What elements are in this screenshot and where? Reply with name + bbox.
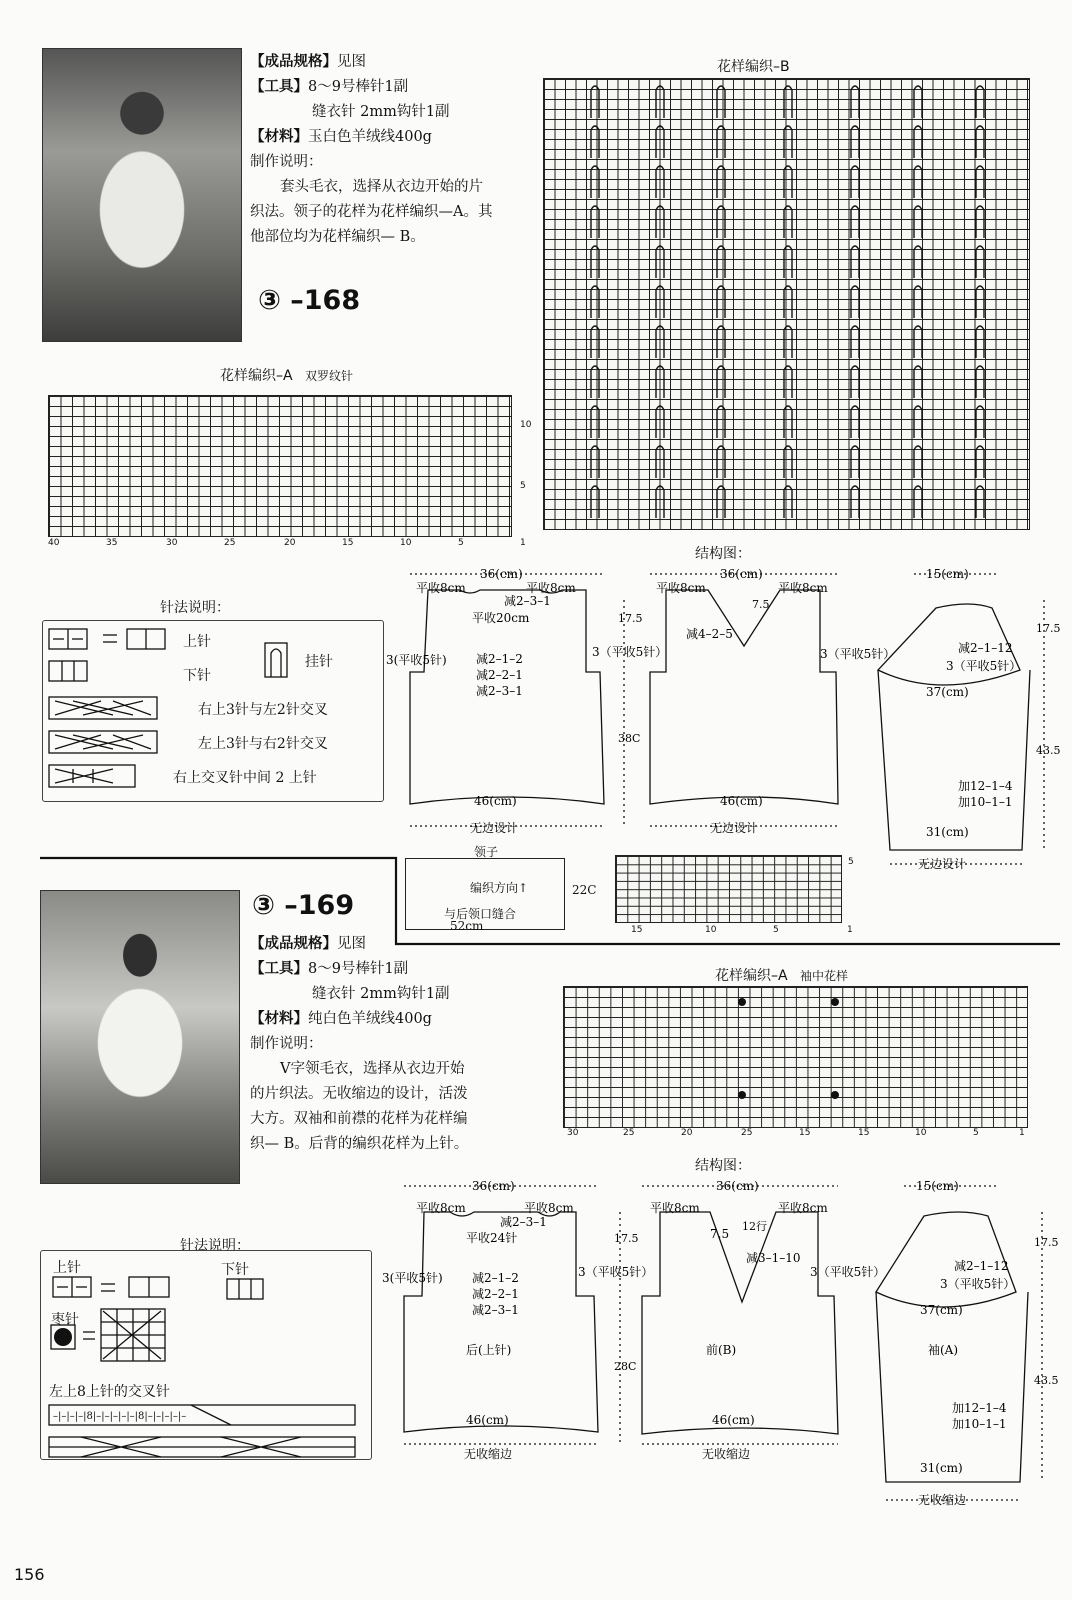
- yarnover-mark: [656, 486, 664, 518]
- back-bind-left: 平收8cm: [416, 581, 466, 595]
- page-number: 156: [14, 1565, 45, 1584]
- yarnover-mark: [784, 206, 792, 238]
- yarnover-mark: [591, 206, 599, 238]
- yarnover-mark: [656, 366, 664, 398]
- sleeve-width-mid: 37(cm): [920, 1303, 963, 1317]
- yarnover-mark: [591, 486, 599, 518]
- yarnover-mark: [851, 366, 859, 398]
- sleeve-inc-1: 加12–1–4: [952, 1401, 1007, 1415]
- pattern-id-168: ③ –168: [258, 285, 361, 316]
- yarnover-mark: [591, 86, 599, 118]
- sleeve-width-bottom: 31(cm): [920, 1461, 963, 1475]
- instructions-line: 他部位均为花样编织— B。: [250, 229, 425, 245]
- yarnover-mark: [976, 286, 984, 318]
- front-piece-outline: [650, 590, 838, 804]
- yarnover-mark: [784, 166, 792, 198]
- yarnover-mark: [851, 166, 859, 198]
- stitch-cross-l-label: 左上3针与右2针交叉: [198, 736, 328, 752]
- front-bind-right: 平收8cm: [778, 581, 828, 595]
- grid-col-label: 25: [741, 1128, 753, 1138]
- material-label: 【材料】: [250, 129, 308, 145]
- body-height: 38C: [618, 732, 641, 745]
- yarnover-mark: [591, 126, 599, 158]
- sleeve-bottom-label: 无收缩边: [918, 1493, 967, 1507]
- yarnover-mark: [851, 326, 859, 358]
- sleeve-inc-1: 加12–1–4: [958, 779, 1013, 793]
- stitch-cross-mid-label: 右上交叉针中间 2 上针: [173, 770, 317, 786]
- yarnover-mark: [976, 486, 984, 518]
- yarnover-mark: [914, 446, 922, 478]
- front-bind-left: 平收8cm: [650, 1201, 700, 1215]
- yarnover-mark: [976, 206, 984, 238]
- tools-value: 8～9号棒针1副: [308, 961, 409, 977]
- yarnover-mark: [976, 406, 984, 438]
- grid-a-col-label: 15: [342, 538, 354, 548]
- material-value: 纯白色羊绒线400g: [308, 1011, 432, 1027]
- front-v-dec: 减3–1–10: [746, 1251, 801, 1265]
- back-dec-1: 减2–1–2: [476, 652, 523, 666]
- grid-col-label: 10: [915, 1128, 927, 1138]
- yarnover-mark: [591, 246, 599, 278]
- pattern-b-cable-marks: [543, 78, 1030, 530]
- grid-c-col-label: 15: [631, 925, 643, 935]
- bobble-marks: [563, 986, 1026, 1126]
- sleeve-height-top: 17.5: [1036, 622, 1061, 635]
- front-width-bottom: 46(cm): [720, 794, 763, 808]
- yarnover-mark: [656, 166, 664, 198]
- pattern-a-note: 袖中花样: [800, 969, 849, 983]
- yarnover-mark: [784, 446, 792, 478]
- back-armhole-right: 3（平收5针）: [578, 1265, 654, 1279]
- grid-c-col-label: 1: [847, 925, 853, 935]
- back-bind-right: 平收8cm: [526, 581, 576, 595]
- yarnover-mark: [914, 486, 922, 518]
- sleeve-dec: 减2–1–12: [958, 641, 1013, 655]
- tools-label: 【工具】: [250, 961, 308, 977]
- front-width-top: 36(cm): [720, 567, 763, 581]
- yarnover-mark: [851, 486, 859, 518]
- bobble-icon: [738, 1091, 746, 1099]
- spec-block-168: [250, 50, 492, 250]
- back-bind-left: 平收8cm: [416, 1201, 466, 1215]
- back-bind-mid: 平收20cm: [472, 611, 530, 625]
- yarnover-mark: [914, 86, 922, 118]
- yarnover-mark: [851, 126, 859, 158]
- structure-title-168: 结构图：: [695, 546, 751, 562]
- spec-label: 【成品规格】: [250, 936, 337, 952]
- yarnover-mark: [784, 406, 792, 438]
- sleeve-height: 43.5: [1036, 744, 1061, 757]
- collar-join: 与后领口缝合: [444, 907, 517, 921]
- yarnover-mark: [914, 366, 922, 398]
- grid-c-col-labels: [615, 925, 855, 937]
- pattern-a-title-text: 花样编织–A: [220, 368, 293, 384]
- pattern-a-title-169: [715, 965, 848, 985]
- structure-diagram-169: [380, 1172, 1060, 1512]
- tools-value-2: 缝衣针 2mm钩针1副: [312, 104, 450, 120]
- back-armhole-left: 3(平收5针): [382, 1271, 443, 1285]
- yarnover-mark: [851, 406, 859, 438]
- spec-block-169: [250, 932, 468, 1157]
- yarnover-mark: [717, 126, 725, 158]
- yarnover-mark: [784, 246, 792, 278]
- back-dec-3: 减2–3–1: [476, 684, 523, 698]
- yarnover-mark: [717, 246, 725, 278]
- yarnover-mark: [851, 246, 859, 278]
- yarnover-mark: [717, 166, 725, 198]
- yarnover-mark: [591, 166, 599, 198]
- yarnover-mark: [717, 286, 725, 318]
- sleeve-armhole: 3（平收5针）: [946, 659, 1022, 673]
- structure-diagram-168: [380, 560, 1061, 871]
- back-armhole-left: 3(平收5针): [386, 653, 447, 667]
- grid-a-col-label: 40: [48, 538, 60, 548]
- grid-col-label: 15: [799, 1128, 811, 1138]
- grid-col-label: 1: [1019, 1128, 1025, 1138]
- stitch-legend-168: [42, 620, 384, 802]
- yarnover-mark: [914, 326, 922, 358]
- stitch-cross-r-label: 右上3针与左2针交叉: [198, 702, 328, 718]
- back-width-top: 36(cm): [472, 1179, 515, 1193]
- yarnover-mark: [656, 126, 664, 158]
- yarnover-mark: [717, 206, 725, 238]
- grid-a-col-label: 35: [106, 538, 118, 548]
- back-dec-3: 减2–3–1: [472, 1303, 519, 1317]
- stitch-legend-symbols-169: [41, 1251, 371, 1459]
- grid-col-label: 25: [623, 1128, 635, 1138]
- stitch-knit-label: 上针: [183, 634, 211, 650]
- yarnover-mark: [656, 286, 664, 318]
- collar-box-168: [405, 845, 597, 933]
- yarnover-mark: [656, 246, 664, 278]
- tools-label: 【工具】: [250, 79, 308, 95]
- yarnover-mark: [976, 326, 984, 358]
- tools-value: 8～9号棒针1副: [308, 79, 409, 95]
- grid-col-label: 20: [681, 1128, 693, 1138]
- back-dec-top: 减2–3–1: [504, 594, 551, 608]
- instructions-line: 套头毛衣，选择从衣边开始的片: [280, 179, 483, 195]
- sleeve-width-bottom: 31(cm): [926, 825, 969, 839]
- material-value: 玉白色羊绒线400g: [308, 129, 432, 145]
- spec-value: 见图: [337, 54, 366, 70]
- body-height: 28C: [614, 1360, 637, 1373]
- yarnover-mark: [717, 86, 725, 118]
- yarnover-mark: [914, 246, 922, 278]
- grid-a-col-label: 10: [400, 538, 412, 548]
- bobble-icon: [831, 998, 839, 1006]
- sleeve-height-top: 17.5: [1034, 1236, 1059, 1249]
- yarnover-mark: [784, 326, 792, 358]
- model-photo-169: [40, 890, 240, 1184]
- pattern-b-title: 花样编织–B: [717, 59, 790, 75]
- back-dec-1: 减2–1–2: [472, 1271, 519, 1285]
- sleeve-inc-2: 加10–1–1: [952, 1417, 1007, 1431]
- yarnover-mark: [717, 486, 725, 518]
- yarnover-mark: [591, 446, 599, 478]
- front-piece-outline: [642, 1212, 838, 1434]
- material-label: 【材料】: [250, 1011, 308, 1027]
- yarnover-mark: [914, 406, 922, 438]
- front-width-top: 36(cm): [716, 1179, 759, 1193]
- stitch-cross-label: 左上8上针的交叉针: [49, 1384, 170, 1400]
- yarnover-mark: [717, 366, 725, 398]
- stitch-up-label: 上针: [53, 1260, 81, 1276]
- structure-title-169: 结构图：: [695, 1158, 751, 1174]
- instructions-line: 的片织法。无收缩边的设计，活泼: [250, 1086, 468, 1102]
- pattern-a-grid: [48, 395, 512, 537]
- yarnover-mark: [591, 286, 599, 318]
- front-piece-label: 前(B): [706, 1343, 737, 1357]
- yarnover-mark: [851, 86, 859, 118]
- body-height-top: 17.5: [618, 612, 643, 625]
- front-v-depth: 7.5: [752, 598, 770, 611]
- body-height-top: 17.5: [614, 1232, 639, 1245]
- sleeve-height: 43.5: [1034, 1374, 1059, 1387]
- front-armhole: 3（平收5针）: [820, 647, 896, 661]
- back-width-top: 36(cm): [480, 567, 523, 581]
- yarnover-mark: [717, 406, 725, 438]
- yarnover-mark: [591, 406, 599, 438]
- back-bind-mid: 平收24针: [466, 1231, 518, 1245]
- yarnover-mark: [976, 246, 984, 278]
- yarnover-mark: [914, 286, 922, 318]
- collar-height: 22C: [572, 883, 597, 897]
- front-bottom-label: 无边设计: [710, 821, 759, 835]
- grid-col-label: 15: [858, 1128, 870, 1138]
- grid-a-col-label: 25: [224, 538, 236, 548]
- yarnover-mark: [784, 286, 792, 318]
- front-width-bottom: 46(cm): [712, 1413, 755, 1427]
- front-bind-left: 平收8cm: [656, 581, 706, 595]
- yarnover-mark: [591, 366, 599, 398]
- stitch-bobble-label: 枣针: [51, 1312, 79, 1328]
- grid-a-col-label: 30: [166, 538, 178, 548]
- grid-a-row-label-5: 5: [520, 481, 526, 491]
- grid-a-row-label-10: 10: [520, 420, 532, 430]
- yarnover-mark: [717, 326, 725, 358]
- instructions-line: 织— B。后背的编织花样为上针。: [250, 1136, 469, 1152]
- yarnover-mark: [784, 126, 792, 158]
- pattern-a-title: [220, 365, 353, 385]
- yarnover-mark: [976, 446, 984, 478]
- instructions-title: 制作说明：: [250, 154, 323, 170]
- grid-c-col-label: 5: [773, 925, 779, 935]
- stitch-legend-169: [40, 1250, 372, 1460]
- grid-c-col-label: 10: [705, 925, 717, 935]
- tools-value-2: 缝衣针 2mm钩针1副: [312, 986, 450, 1002]
- pattern-id-169: ③ –169: [252, 890, 355, 921]
- stitch-down-label: 下针: [221, 1262, 249, 1278]
- yarnover-mark: [851, 446, 859, 478]
- yarnover-mark: [784, 86, 792, 118]
- sleeve-inc-2: 加10–1–1: [958, 795, 1013, 809]
- front-v-depth: 7.5: [710, 1227, 730, 1241]
- yarnover-mark: [976, 166, 984, 198]
- instructions-line: 大方。双袖和前襟的花样为花样编: [250, 1111, 468, 1127]
- back-bottom-label: 无边设计: [470, 821, 519, 835]
- front-v-dec: 减4–2–5: [686, 627, 733, 641]
- yarnover-mark: [656, 326, 664, 358]
- back-width-bottom: 46(cm): [474, 794, 517, 808]
- sleeve-bottom-label: 无边设计: [918, 857, 967, 871]
- model-photo-168: [42, 48, 242, 342]
- front-v-rows: 12行: [742, 1220, 767, 1233]
- back-dec-top: 减2–3–1: [500, 1215, 547, 1229]
- cross-symbol-text: –|–|–|–|8|–|–|–|–|–|8|–|–|–|–|–: [53, 1411, 187, 1422]
- instructions-line: V字领毛衣，选择从衣边开始: [280, 1061, 465, 1077]
- stitch-legend-title-169: 针法说明：: [180, 1238, 250, 1254]
- back-dec-2: 减2–2–1: [472, 1287, 519, 1301]
- back-bottom-label: 无收缩边: [464, 1447, 513, 1461]
- sleeve-width-top: 15(cm): [916, 1179, 959, 1193]
- yarnover-mark: [914, 166, 922, 198]
- grid-a-col-labels: [48, 538, 533, 550]
- grid-a-col-label: 20: [284, 538, 296, 548]
- sleeve-width-top: 15(cm): [926, 567, 969, 581]
- back-width-bottom: 46(cm): [466, 1413, 509, 1427]
- yarnover-mark: [851, 286, 859, 318]
- instructions-line: 织法。领子的花样为花样编织—A。其: [250, 204, 493, 220]
- back-piece-outline: [404, 1212, 598, 1432]
- back-bind-right: 平收8cm: [524, 1201, 574, 1215]
- yarnover-mark: [976, 86, 984, 118]
- pattern-c-grid: [615, 855, 842, 923]
- yarnover-mark: [976, 366, 984, 398]
- bobble-icon: [831, 1091, 839, 1099]
- yarnover-mark: [656, 86, 664, 118]
- collar-title: 领子: [474, 845, 499, 859]
- collar-direction: 编织方向↑: [470, 881, 529, 895]
- spec-value: 见图: [337, 936, 366, 952]
- stitch-yarnover-label: 挂针: [305, 654, 333, 670]
- stitch-legend-title-168: 针法说明：: [160, 600, 230, 616]
- yarnover-mark: [784, 366, 792, 398]
- back-piece-label: 后(上针): [466, 1343, 512, 1357]
- front-armhole: 3（平收5针）: [810, 1265, 886, 1279]
- front-bottom-label: 无收缩边: [702, 1447, 751, 1461]
- sleeve-piece-label: 袖(A): [928, 1343, 959, 1357]
- grid-a-col-label: 1: [520, 538, 526, 548]
- grid-col-label: 5: [973, 1128, 979, 1138]
- yarnover-mark: [851, 206, 859, 238]
- sleeve-width-mid: 37(cm): [926, 685, 969, 699]
- yarnover-mark: [656, 446, 664, 478]
- spec-label: 【成品规格】: [250, 54, 337, 70]
- sleeve-dec: 减2–1–12: [954, 1259, 1009, 1273]
- grid-169-col-labels: [563, 1128, 1033, 1140]
- grid-a-col-label: 5: [458, 538, 464, 548]
- bobble-icon: [738, 998, 746, 1006]
- back-armhole-right: 3（平收5针）: [592, 645, 668, 659]
- yarnover-mark: [784, 486, 792, 518]
- yarnover-mark: [591, 326, 599, 358]
- grid-c-row-label: 5: [848, 857, 854, 867]
- front-bind-right: 平收8cm: [778, 1201, 828, 1215]
- back-dec-2: 减2–2–1: [476, 668, 523, 682]
- yarnover-mark: [656, 406, 664, 438]
- sleeve-armhole: 3（平收5针）: [940, 1277, 1016, 1291]
- yarnover-mark: [656, 206, 664, 238]
- yarnover-mark: [914, 206, 922, 238]
- pattern-a-title-text: 花样编织–A: [715, 968, 788, 984]
- instructions-title: 制作说明：: [250, 1036, 323, 1052]
- yarnover-mark: [717, 446, 725, 478]
- collar-width: 52cm: [450, 919, 484, 933]
- stitch-purl-label: 下针: [183, 668, 211, 684]
- grid-col-label: 30: [567, 1128, 579, 1138]
- yarnover-mark: [976, 126, 984, 158]
- pattern-a-note: 双罗纹针: [305, 369, 354, 383]
- yarnover-mark: [914, 126, 922, 158]
